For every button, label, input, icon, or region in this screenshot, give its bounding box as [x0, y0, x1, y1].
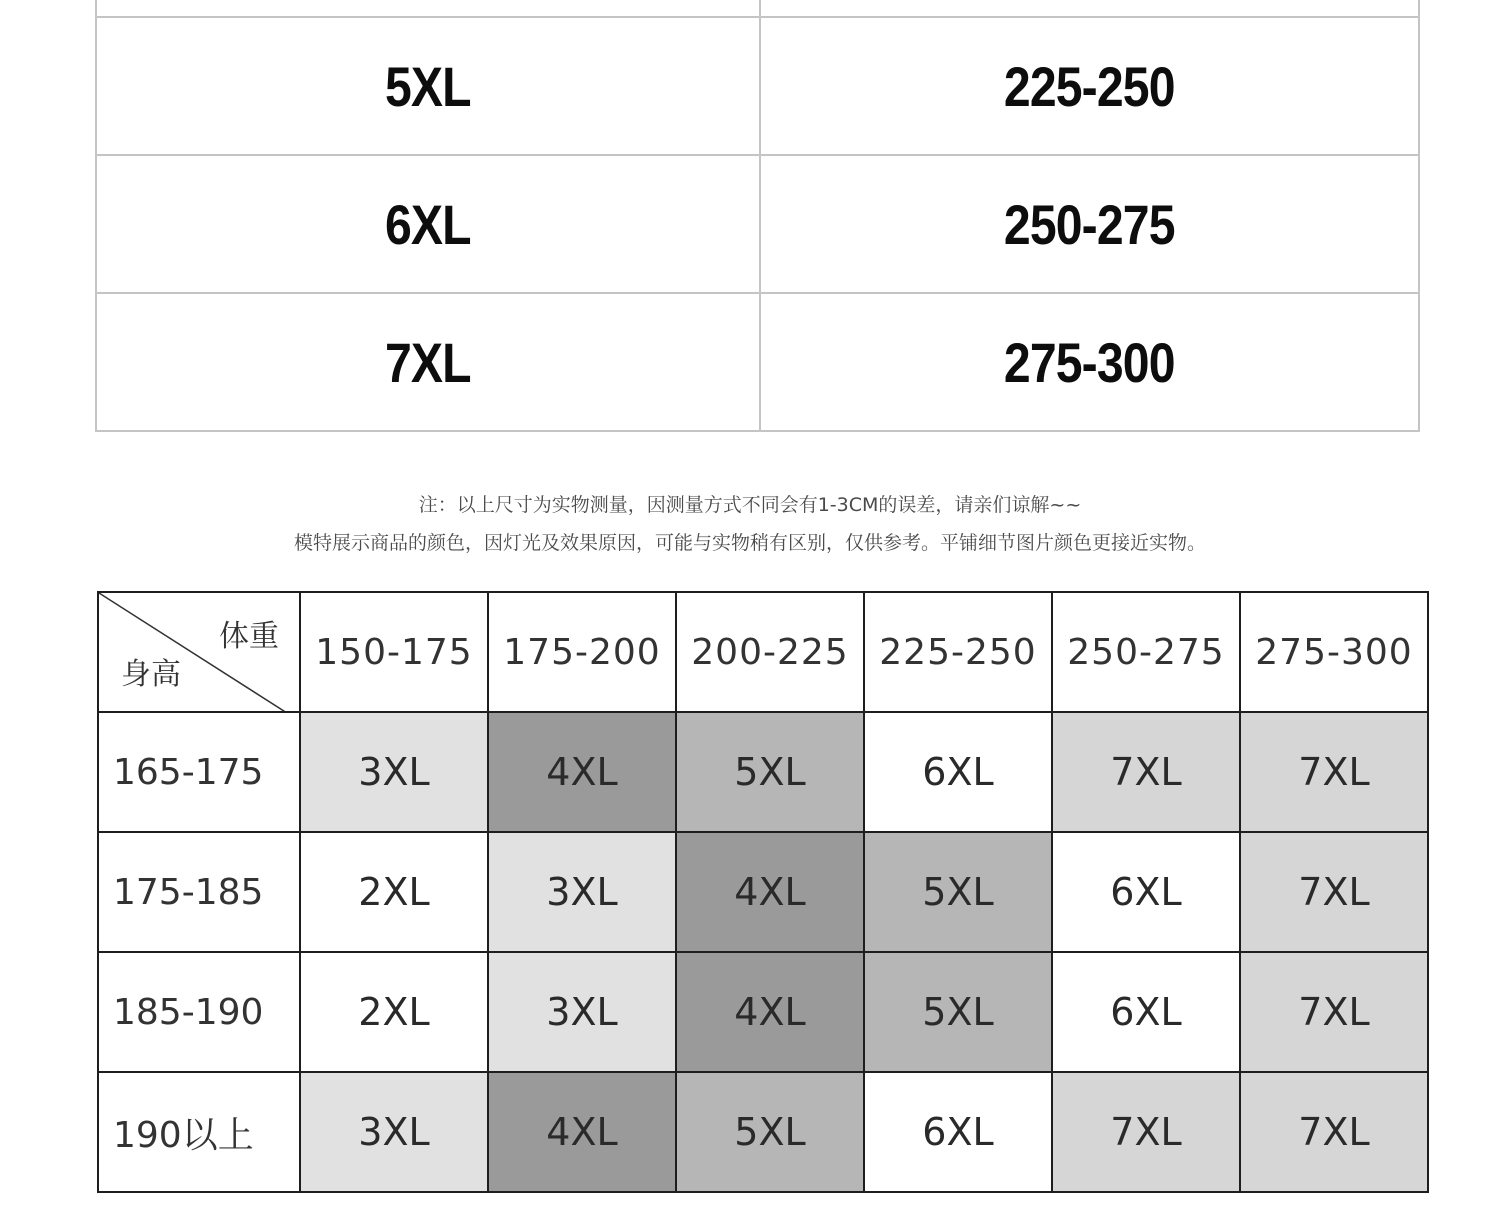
weight-column-header: 225-250	[864, 592, 1052, 712]
weight-column-header: 175-200	[488, 592, 676, 712]
weight-column-header: 250-275	[1052, 592, 1240, 712]
size-weight-table	[95, 0, 1420, 432]
table-row	[96, 155, 1419, 293]
weight-cell	[760, 17, 1419, 155]
color-note: 模特展示商品的颜色，因灯光及效果原因，可能与实物稍有区别，仅供参考。平铺细节图片颜色更接近实物。	[293, 532, 1206, 554]
size-cell: 7XL	[1240, 832, 1428, 952]
table-row	[98, 712, 1428, 832]
size-label: 5XL	[385, 54, 471, 118]
height-row-header: 175-185	[98, 832, 300, 952]
size-cell: 6XL	[864, 1072, 1052, 1192]
size-cell: 3XL	[488, 832, 676, 952]
size-cell: 4XL	[676, 832, 864, 952]
size-cell: 3XL	[488, 952, 676, 1072]
measurement-note: 注：以上尺寸为实物测量，因测量方式不同会有1-3CM的误差，请亲们谅解~~	[418, 494, 1082, 516]
table-cell	[760, 0, 1419, 17]
size-cell: 3XL	[300, 1072, 488, 1192]
table-row	[98, 1072, 1428, 1192]
size-label: 7XL	[385, 330, 471, 394]
weight-range: 225-250	[1004, 54, 1175, 118]
size-cell: 5XL	[676, 1072, 864, 1192]
size-cell: 7XL	[1240, 712, 1428, 832]
grid-header-row	[98, 592, 1428, 712]
weight-axis-label: 体重	[219, 619, 279, 654]
weight-cell	[760, 155, 1419, 293]
table-row	[96, 0, 1419, 17]
weight-range: 275-300	[1004, 330, 1175, 394]
size-cell: 5XL	[676, 712, 864, 832]
weight-column-header: 150-175	[300, 592, 488, 712]
table-cell	[96, 0, 760, 17]
size-cell: 4XL	[488, 712, 676, 832]
size-cell: 3XL	[300, 712, 488, 832]
size-cell	[96, 17, 760, 155]
height-row-header: 165-175	[98, 712, 300, 832]
size-cell: 5XL	[864, 832, 1052, 952]
size-cell: 5XL	[864, 952, 1052, 1072]
weight-range: 250-275	[1004, 192, 1175, 256]
corner-cell	[98, 592, 300, 712]
size-recommendation-grid	[97, 591, 1429, 1193]
size-cell: 7XL	[1240, 1072, 1428, 1192]
height-row-header: 190以上	[98, 1072, 300, 1192]
height-axis-label: 身高	[121, 657, 181, 692]
size-cell	[96, 155, 760, 293]
size-cell: 6XL	[864, 712, 1052, 832]
size-cell: 2XL	[300, 832, 488, 952]
size-cell: 4XL	[488, 1072, 676, 1192]
size-cell: 4XL	[676, 952, 864, 1072]
size-label: 6XL	[385, 192, 471, 256]
size-cell: 7XL	[1052, 1072, 1240, 1192]
size-cell	[96, 293, 760, 431]
table-row	[98, 952, 1428, 1072]
size-cell: 6XL	[1052, 952, 1240, 1072]
size-cell: 2XL	[300, 952, 488, 1072]
table-row	[96, 293, 1419, 431]
weight-cell	[760, 293, 1419, 431]
table-row	[96, 17, 1419, 155]
weight-column-header: 275-300	[1240, 592, 1428, 712]
table-row	[98, 832, 1428, 952]
size-cell: 6XL	[1052, 832, 1240, 952]
height-row-header: 185-190	[98, 952, 300, 1072]
size-cell: 7XL	[1240, 952, 1428, 1072]
weight-column-header: 200-225	[676, 592, 864, 712]
size-cell: 7XL	[1052, 712, 1240, 832]
